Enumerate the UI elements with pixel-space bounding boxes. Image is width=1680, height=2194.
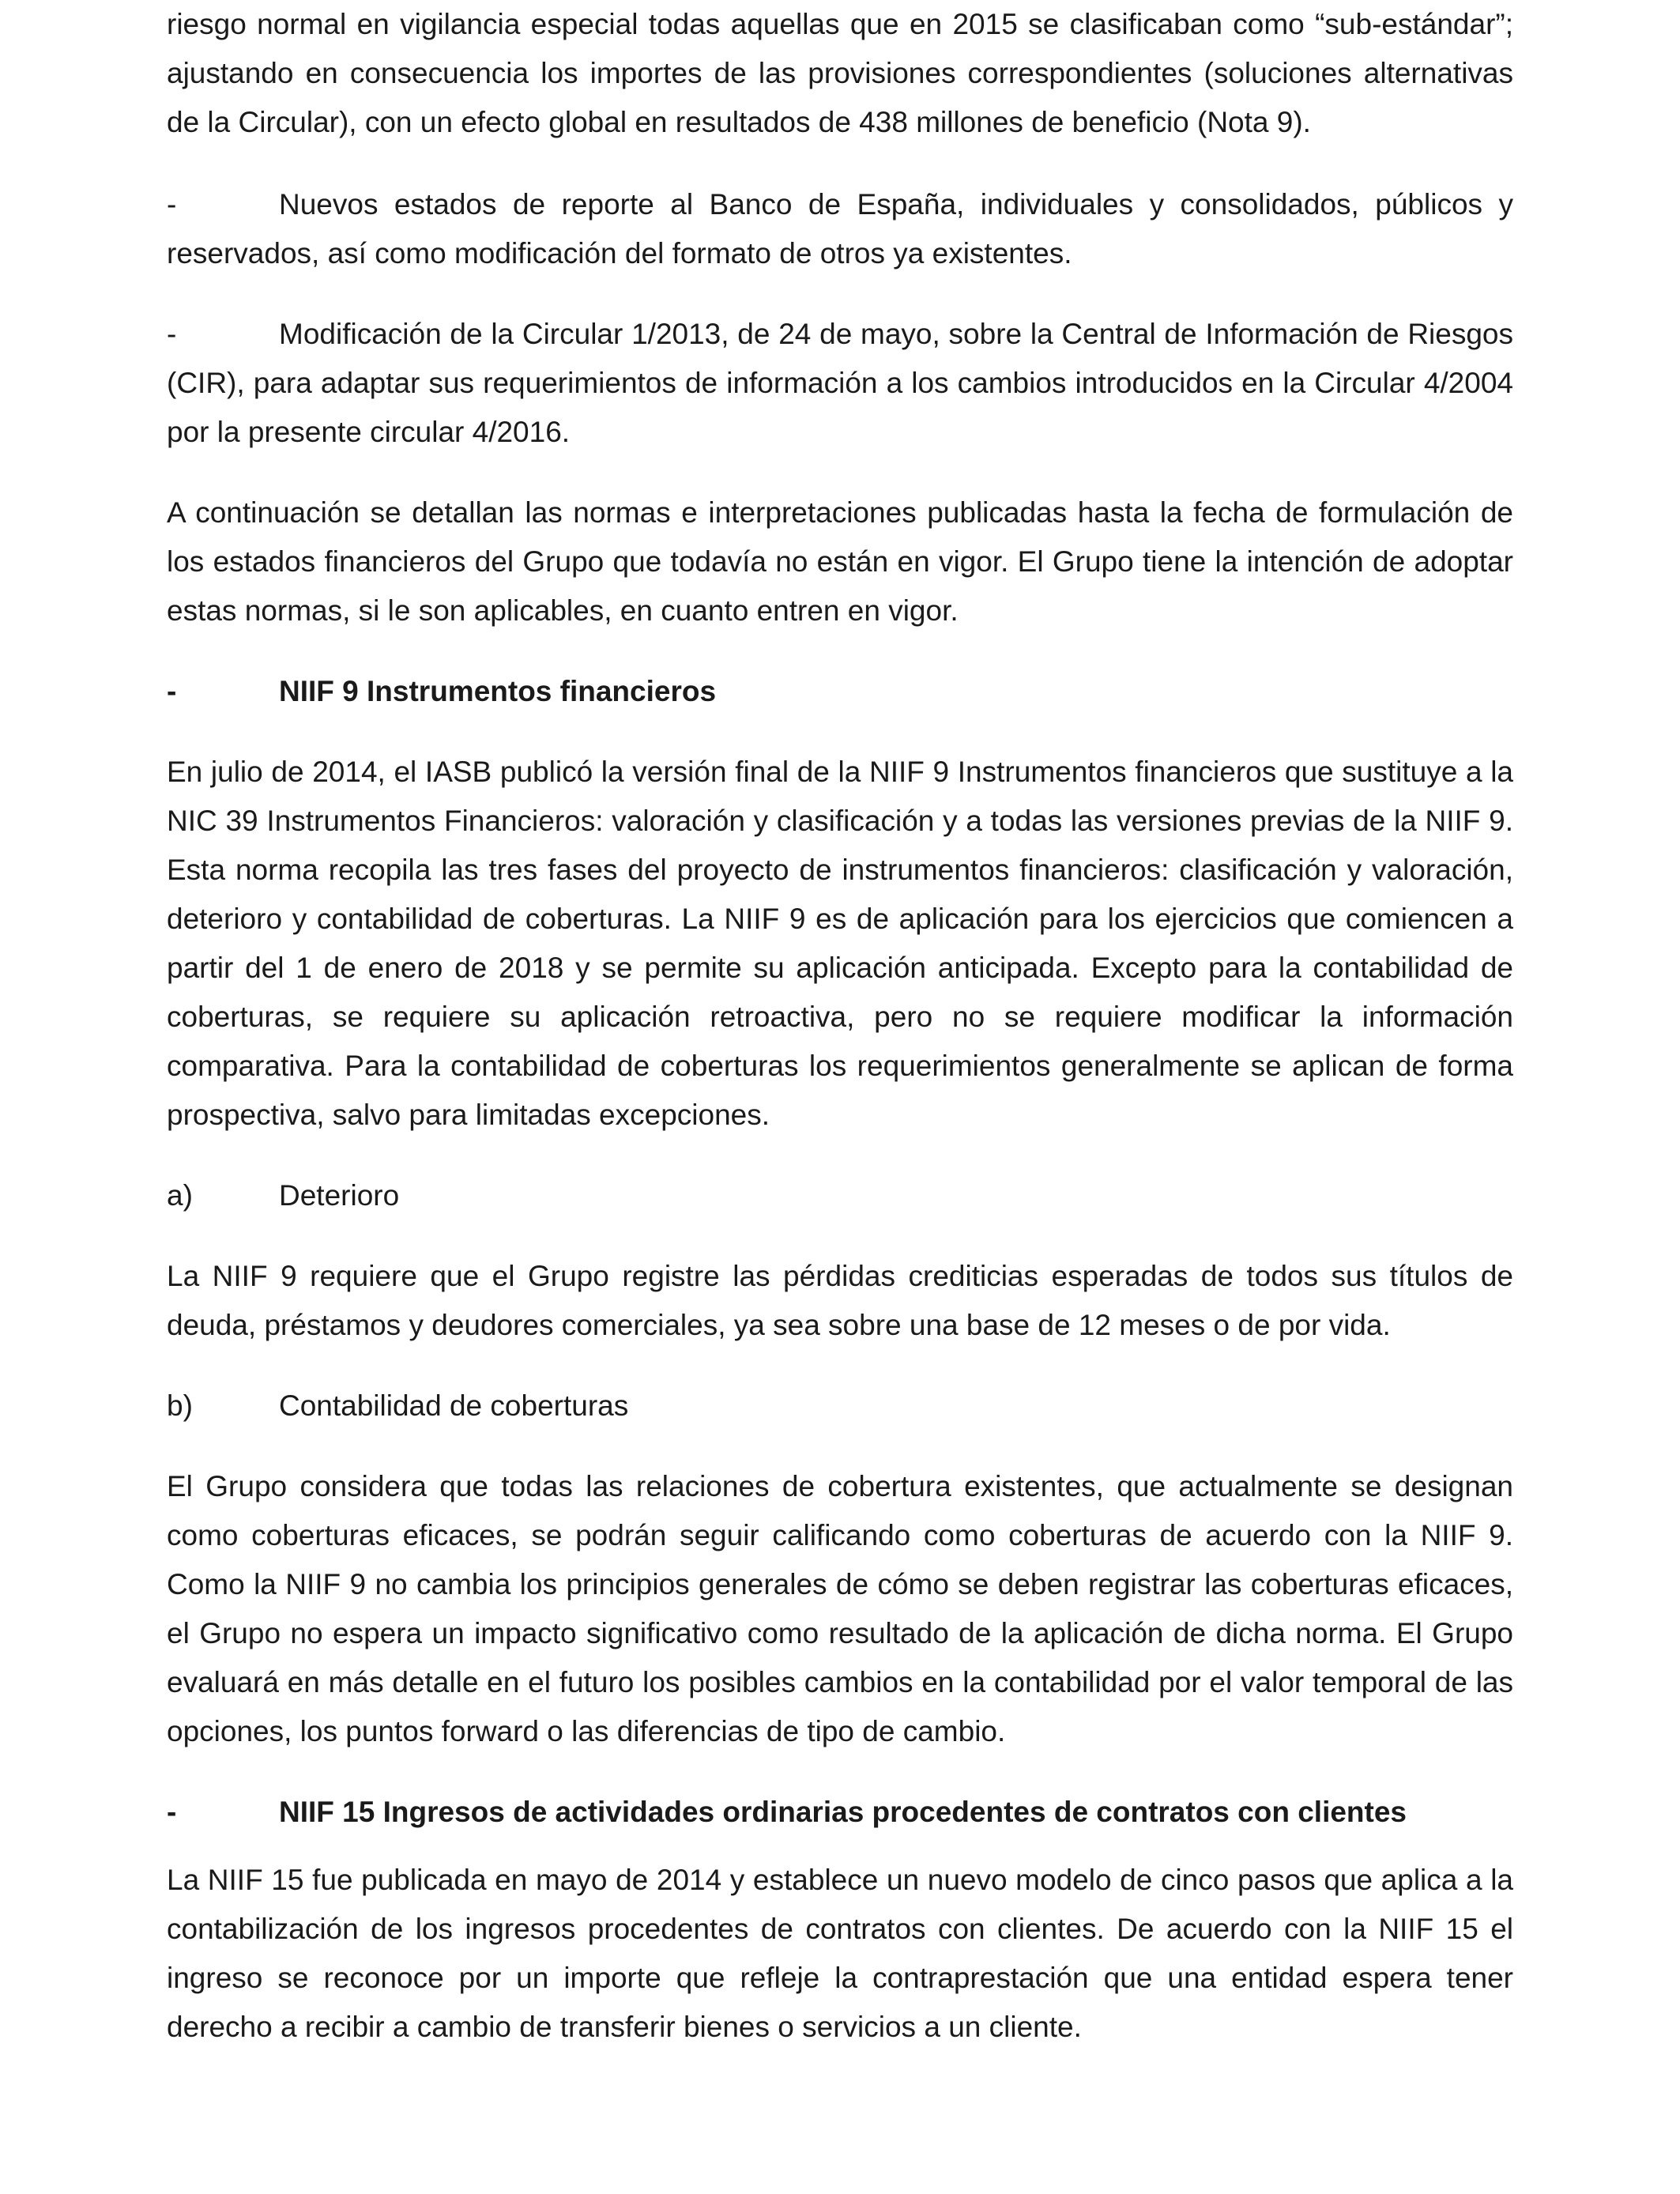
section-heading-niif-9 [167, 667, 1513, 716]
paragraph-vigilancia-especial: riesgo normal en vigilancia especial todas aquellas que en 2015 se clasificaban como “sub-estándar”; ajustando en consecuencia los importes de las provisiones correspondientes (soluciones alternativas de la Circular), con un efecto global en resultados de 438 millones de beneficio (Nota 9). [167, 8, 1513, 138]
paragraph-coberturas: El Grupo considera que todas las relaciones de cobertura existentes, que actualmente se designan como coberturas eficaces, se podrán seguir calificando como coberturas de acuerdo con la NIIF 9. Como la NIIF 9 no cambia los principios generales de cómo se deben registrar las coberturas eficaces, el Grupo no espera un impacto significativo como resultado de la aplicación de dicha norma. El Grupo evaluará en más detalle en el futuro los posibles cambios en la contabilidad por el valor temporal de las opciones, los puntos forward o las diferencias de tipo de cambio. [167, 1470, 1513, 1747]
subsection-contabilidad-coberturas [167, 1382, 1513, 1431]
subsection-marker: a) [167, 1179, 193, 1212]
list-marker: - [167, 318, 177, 350]
list-item-nuevos-estados [167, 180, 1513, 278]
paragraph-niif-15: La NIIF 15 fue publicada en mayo de 2014 y establece un nuevo modelo de cinco pasos que aplica a la contabilización de los ingresos procedentes de contratos con clientes. De acuerdo con la NIIF 15 el ingreso se reconoce por un importe que refleje la contraprestación que una entidad espera tener derecho a recibir a cambio de transferir bienes o servicios a un cliente. [167, 1864, 1513, 2043]
heading-marker: - [167, 1796, 177, 1828]
heading-text: NIIF 15 Ingresos de actividades ordinarias procedentes de contratos con clientes [279, 1796, 1407, 1828]
paragraph-normas-publicadas: A continuación se detallan las normas e interpretaciones publicadas hasta la fecha de formulación de los estados financieros del Grupo que todavía no están en vigor. El Grupo tiene la intención de adoptar estas normas, si le son aplicables, en cuanto entren en vigor. [167, 496, 1513, 627]
section-heading-niif-15 [167, 1788, 1513, 1837]
list-item-modificacion-circular [167, 310, 1513, 457]
subsection-title: Contabilidad de coberturas [279, 1389, 629, 1422]
subsection-marker: b) [167, 1389, 193, 1422]
list-marker: - [167, 188, 177, 221]
heading-text: NIIF 9 Instrumentos financieros [279, 675, 717, 707]
subsection-title: Deterioro [279, 1179, 400, 1212]
list-item-text: Nuevos estados de reporte al Banco de España, individuales y consolidados, públicos y reservados, así como modificación del formato de otros ya existentes. [167, 188, 1513, 270]
heading-marker: - [167, 675, 177, 707]
document-page [167, 0, 1513, 2052]
subsection-deterioro [167, 1171, 1513, 1220]
list-item-text: Modificación de la Circular 1/2013, de 24 de mayo, sobre la Central de Información de Riesgos (CIR), para adaptar sus requerimientos de información a los cambios introducidos en la Circular 4/2004 por la presente circular 4/2016. [167, 318, 1513, 448]
paragraph-deterioro: La NIIF 9 requiere que el Grupo registre las pérdidas crediticias esperadas de todos sus títulos de deuda, préstamos y deudores comerciales, ya sea sobre una base de 12 meses o de por vida. [167, 1260, 1513, 1341]
paragraph-niif-9-intro: En julio de 2014, el IASB publicó la versión final de la NIIF 9 Instrumentos financieros que sustituye a la NIC 39 Instrumentos Financieros: valoración y clasificación y a todas las versiones previas de la NIIF 9. Esta norma recopila las tres fases del proyecto de instrumentos financieros: clasificación y valoración, deterioro y contabilidad de coberturas. La NIIF 9 es de aplicación para los ejercicios que comiencen a partir del 1 de enero de 2018 y se permite su aplicación anticipada. Excepto para la contabilidad de coberturas, se requiere su aplicación retroactiva, pero no se requiere modificar la información comparativa. Para la contabilidad de coberturas los requerimientos generalmente se aplican de forma prospectiva, salvo para limitadas excepciones. [167, 756, 1513, 1131]
